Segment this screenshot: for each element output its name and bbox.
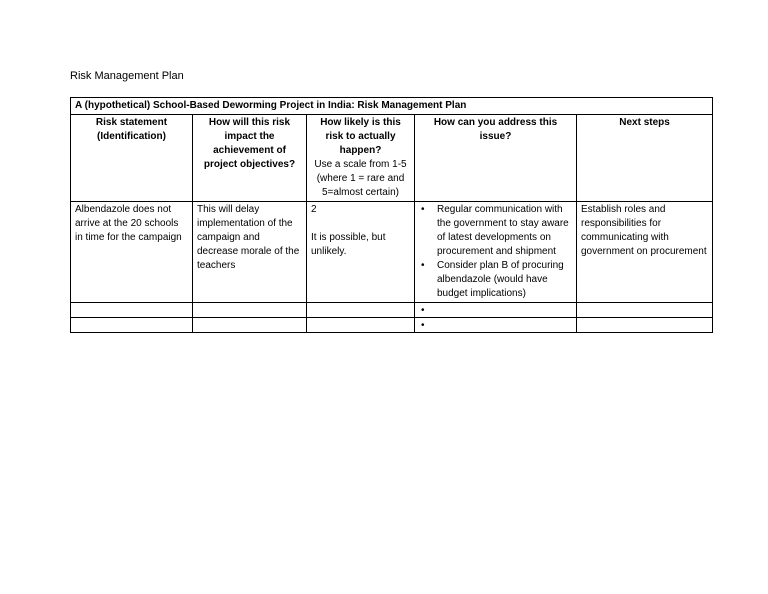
empty-cell (577, 303, 713, 318)
empty-cell (577, 318, 713, 333)
header-impact: How will this risk impact the achievement of project objectives? (193, 115, 307, 202)
spacer (311, 217, 410, 231)
header-risk-statement: Risk statement (Identification) (71, 115, 193, 202)
empty-bullet-cell (415, 303, 577, 318)
empty-bullet-cell (415, 318, 577, 333)
cell-impact: This will delay implementation of the campaign and decrease morale of the teachers (193, 202, 307, 303)
address-list (419, 203, 572, 301)
table-caption: A (hypothetical) School-Based Deworming Project in India: Risk Management Plan (71, 98, 713, 115)
header-address: How can you address this issue? (415, 115, 577, 202)
empty-cell (307, 303, 415, 318)
cell-likelihood (307, 202, 415, 303)
list-item: • Consider plan B of procuring albendazole (would have budget implications) (437, 259, 572, 301)
header-likelihood (307, 115, 415, 202)
table-row (71, 318, 713, 333)
risk-management-table (70, 97, 713, 333)
likelihood-score: 2 (311, 204, 317, 215)
cell-risk-statement: Albendazole does not arrive at the 20 schools in time for the campaign (71, 202, 193, 303)
empty-cell (193, 303, 307, 318)
table-header-row (71, 115, 713, 202)
header-next-steps: Next steps (577, 115, 713, 202)
document-title: Risk Management Plan (70, 70, 184, 82)
cell-address (415, 202, 577, 303)
table-row (71, 303, 713, 318)
empty-cell (71, 318, 193, 333)
header-likelihood-question: How likely is this risk to actually happen? (320, 117, 401, 156)
table-caption-row (71, 98, 713, 115)
header-likelihood-scale: Use a scale from 1-5 (where 1 = rare and 5=almost certain) (314, 159, 407, 198)
cell-next-steps: Establish roles and responsibilities for communicating with government on procurement (577, 202, 713, 303)
empty-cell (193, 318, 307, 333)
empty-cell (71, 303, 193, 318)
likelihood-note: It is possible, but unlikely. (311, 232, 386, 257)
table-row (71, 202, 713, 303)
list-item: • Regular communication with the government to stay aware of latest developments on procurement and shipment (437, 203, 572, 259)
empty-cell (307, 318, 415, 333)
